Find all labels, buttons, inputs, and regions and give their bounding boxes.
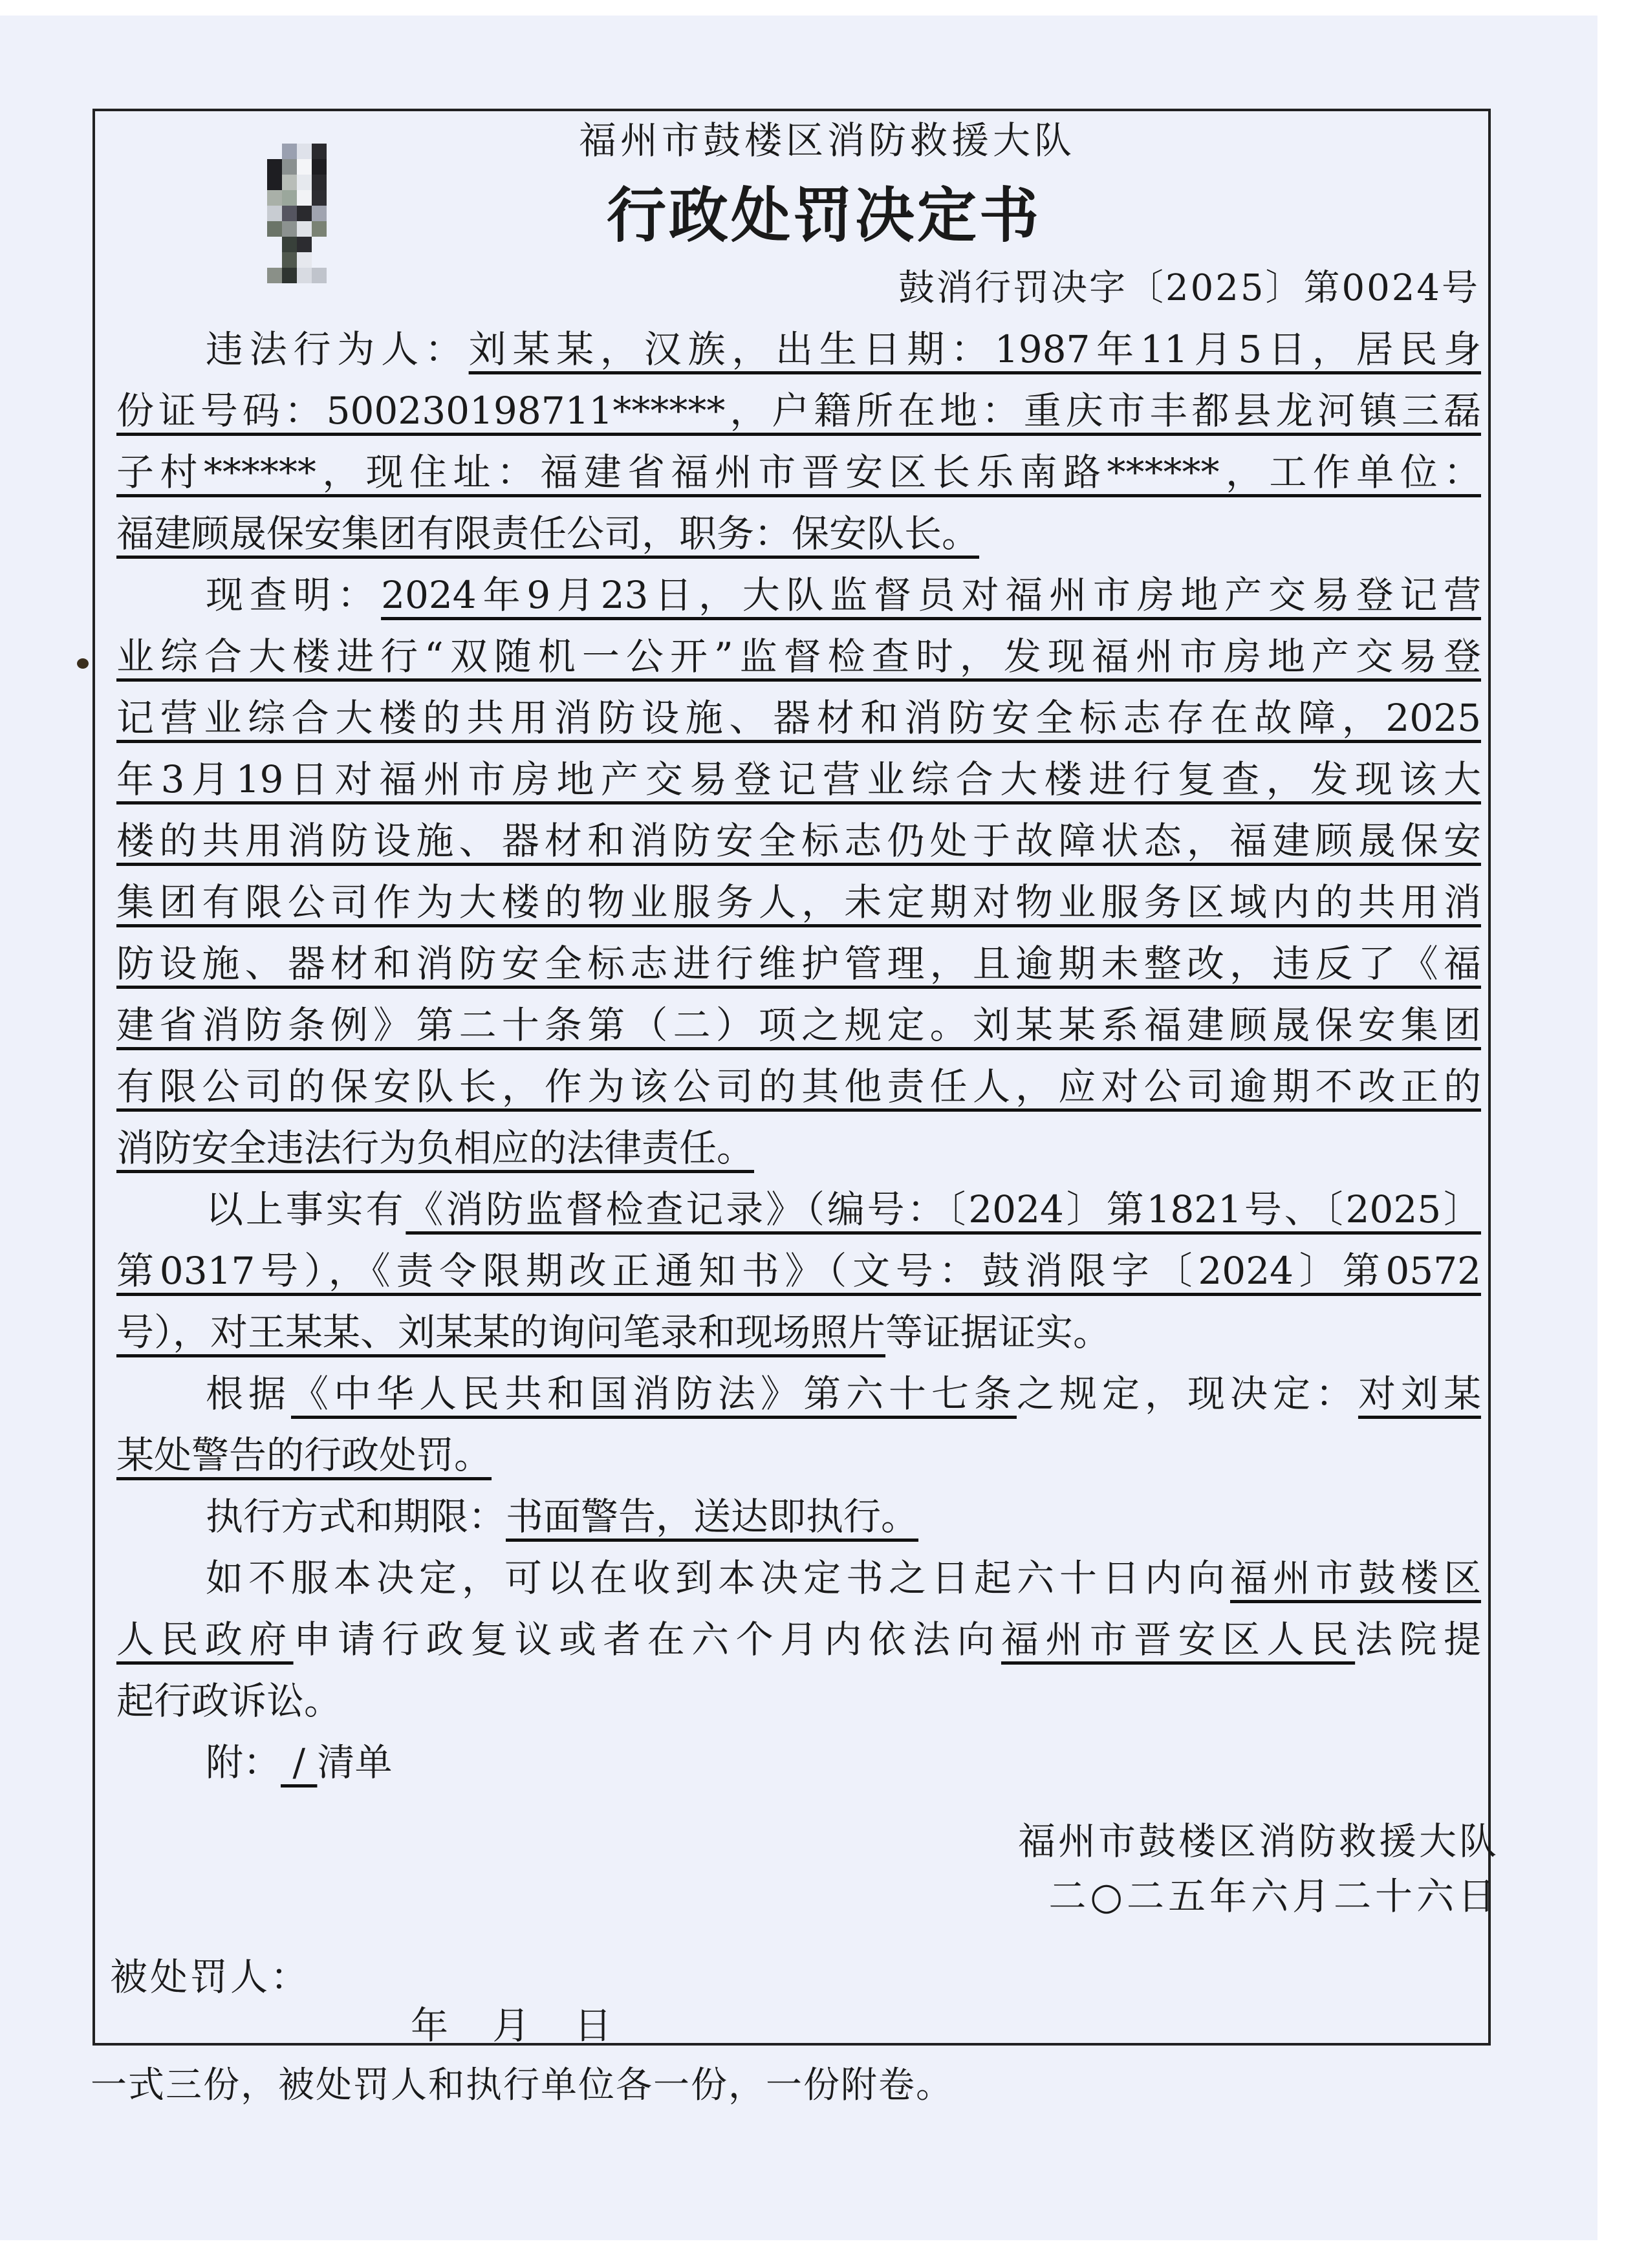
form-label-text: 法院提 [1355, 1617, 1481, 1661]
body-line [116, 757, 1481, 802]
filled-field-text: 对刘某 [1358, 1372, 1481, 1416]
body-line [116, 695, 1481, 740]
filled-field-text: 书面警告，送达即执行。 [506, 1495, 919, 1539]
body-line [116, 1248, 1481, 1293]
filled-field-text: 防设施、器材和消防安全标志进行维护管理，且逾期未整改，违反了《福 [116, 942, 1481, 986]
body-line [116, 634, 1481, 679]
body-line [116, 1432, 492, 1478]
body-line [116, 1002, 1481, 1048]
body-line [116, 1617, 1481, 1662]
form-label-text: 附： [206, 1740, 281, 1784]
body-line [206, 1371, 1481, 1416]
filled-field-text: 楼的共用消防设施、器材和消防安全标志仍处于故障状态，福建顾晟保安 [116, 819, 1481, 863]
filled-field-text: 福州市晋安区人民 [1001, 1617, 1356, 1661]
filled-field-text: 某处警告的行政处罚。 [116, 1433, 492, 1477]
form-label-text: 执行方式和期限： [206, 1495, 506, 1539]
recipient-label: 被处罚人： [110, 1955, 311, 1999]
filled-field-text: 份证号码：500230198711******，户籍所在地：重庆市丰都县龙河镇三磊 [116, 389, 1481, 433]
form-label-text: 之规定，现决定： [1016, 1372, 1358, 1416]
body-line [206, 1740, 1481, 1785]
form-label-text: 违法行为人： [206, 327, 469, 371]
body-line [116, 1310, 1110, 1355]
body-line [116, 941, 1481, 986]
filled-field-text: 有限公司的保安队长，作为该公司的其他责任人，应对公司逾期不改正的 [116, 1064, 1481, 1108]
body-line [116, 880, 1481, 925]
body-line [206, 1555, 1481, 1601]
document-number: 鼓消行罚决字〔2025〕第0024号 [898, 267, 1480, 309]
filled-field-text: 记营业综合大楼的共用消防设施、器材和消防安全标志存在故障，2025 [116, 696, 1481, 740]
filled-field-text: 子村******，现住址：福建省福州市晋安区长乐南路******，工作单位： [116, 450, 1481, 494]
filled-field-text: 《中华人民共和国消防法》第六十七条 [291, 1372, 1017, 1416]
filled-field-text: 人民政府 [116, 1617, 294, 1661]
issuing-organization: 福州市鼓楼区消防救援大队 [578, 118, 1076, 162]
body-line [116, 1678, 341, 1723]
scan-speck [77, 658, 89, 669]
form-label-text: 等证据证实。 [885, 1310, 1111, 1354]
signing-organization: 福州市鼓楼区消防救援大队 [1017, 1819, 1499, 1863]
copies-note: 一式三份，被处罚人和执行单位各一份，一份附卷。 [91, 2064, 953, 2106]
filled-field-text: 消防安全违法行为负相应的法律责任。 [116, 1126, 755, 1170]
body-line [116, 818, 1481, 863]
filled-field-text: 第0317号），《责令限期改正通知书》（文号：鼓消限字〔2024〕第0572 [116, 1249, 1481, 1293]
form-label-text: 清单 [317, 1740, 393, 1784]
filled-field-text: 福建顾晟保安集团有限责任公司，职务：保安队长。 [116, 512, 980, 556]
body-line [116, 1125, 754, 1171]
form-label-text: 如不服本决定，可以在收到本决定书之日起六十日内向 [206, 1556, 1230, 1600]
form-label-text: 现查明： [206, 573, 382, 617]
filled-field-text: 年3月19日对福州市房地产交易登记营业综合大楼进行复查，发现该大 [116, 757, 1481, 801]
filled-field-text: 业综合大楼进行“双随机一公开”监督检查时，发现福州市房地产交易登 [116, 634, 1481, 678]
body-line [206, 1187, 1481, 1232]
filled-field-text: 2024年9月23日，大队监督员对福州市房地产交易登记营 [381, 573, 1481, 617]
body-line [116, 1064, 1481, 1109]
body-line [206, 327, 1481, 372]
body-line [116, 449, 1481, 495]
recipient-date-blank: 年 月 日 [411, 2003, 612, 2047]
body-line [206, 572, 1481, 618]
signing-date: 二○二五年六月二十六日 [1048, 1874, 1499, 1918]
document-title: 行政处罚决定书 [606, 181, 1041, 250]
form-label-text: 以上事实有 [206, 1187, 406, 1231]
form-label-text: 申请行政复议或者在六个月内依法向 [293, 1617, 1001, 1661]
body-line [116, 511, 979, 556]
filled-field-text: 《消防监督检查记录》（编号：〔2024〕第1821号、〔2025〕 [406, 1187, 1481, 1231]
form-label-text: 起行政诉讼。 [116, 1679, 342, 1723]
filled-field-text: 福州市鼓楼区 [1229, 1556, 1481, 1600]
filled-field-text: 集团有限公司作为大楼的物业服务人，未定期对物业服务区域内的共用消 [116, 880, 1481, 924]
form-label-text: 根据 [206, 1372, 291, 1416]
filled-field-text: 建省消防条例》第二十条第（二）项之规定。刘某某系福建顾晟保安集团 [116, 1003, 1481, 1047]
body-line [116, 388, 1481, 433]
body-line [206, 1494, 1481, 1539]
filled-field-text: / [281, 1740, 318, 1784]
filled-field-text: 刘某某，汉族，出生日期：1987年11月5日，居民身 [468, 327, 1481, 371]
filled-field-text: 号），对王某某、刘某某的询问笔录和现场照片 [116, 1310, 886, 1354]
